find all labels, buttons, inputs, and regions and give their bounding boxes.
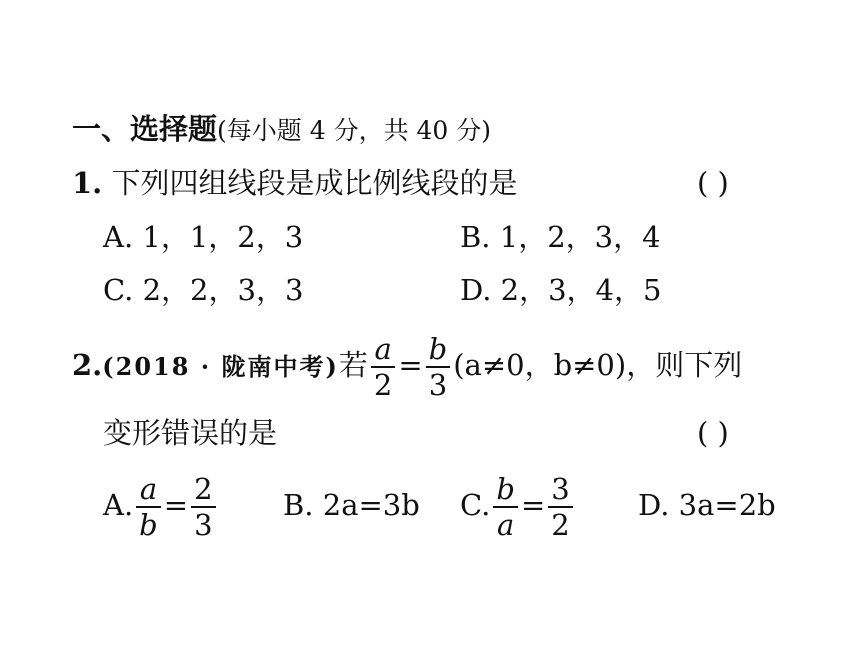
question-1-option-c[interactable]: [103, 273, 303, 307]
question-2-source: (2018 · 陇南中考): [102, 352, 339, 381]
fraction-numerator: 2: [191, 472, 215, 508]
option-label: D.: [460, 273, 492, 307]
fraction-denominator: a: [497, 508, 515, 542]
question-2-condition: (a≠0，b≠0)，则下列: [453, 348, 743, 382]
fraction-a-over-b: [136, 472, 161, 542]
option-text: 1，2，3，4: [499, 220, 661, 254]
fraction-2-over-3: [191, 472, 215, 542]
question-1-number: 1.: [72, 166, 103, 200]
option-label: A.: [103, 488, 134, 522]
option-text: 1，1，2，3: [142, 220, 304, 254]
question-2-stem-text: 变形错误的是: [103, 416, 278, 450]
fraction-numerator: b: [426, 332, 451, 368]
option-label: A.: [103, 220, 134, 254]
question-2-option-a[interactable]: [103, 465, 219, 545]
question-1-option-a[interactable]: [103, 220, 303, 254]
section-note: (每小题 4 分，共 40 分): [217, 116, 492, 145]
question-2-stem-line-2: [103, 416, 277, 450]
question-2-stem-pre: 若: [338, 348, 368, 382]
fraction-b-over-a: [493, 472, 518, 542]
fraction-denominator: 3: [428, 368, 448, 402]
option-label: B.: [460, 220, 491, 254]
question-2-option-c[interactable]: [460, 465, 576, 545]
equals-sign: =: [520, 488, 546, 522]
question-2-number: 2.: [72, 348, 103, 382]
option-label: B.: [283, 488, 314, 522]
fraction-3-over-2: [548, 472, 572, 542]
option-text: 3a=2b: [678, 488, 776, 522]
equals-sign: =: [163, 488, 189, 522]
option-text: 2，2，3，3: [142, 273, 304, 307]
fraction-numerator: 3: [548, 472, 572, 508]
question-1-answer-blank[interactable]: ( ): [697, 166, 729, 200]
fraction-b-over-3: [426, 332, 451, 402]
fraction-a-over-2: [371, 332, 395, 402]
option-text: 2，3，4，5: [500, 273, 662, 307]
fraction-numerator: a: [136, 472, 161, 508]
question-2-option-d[interactable]: [638, 488, 776, 522]
fraction-numerator: a: [371, 332, 395, 368]
fraction-denominator: 3: [194, 508, 213, 542]
fraction-denominator: 2: [551, 508, 570, 542]
question-2-answer-blank[interactable]: ( ): [697, 416, 729, 450]
section-title: 一、选择题: [72, 112, 218, 146]
option-text: 2a=3b: [322, 488, 420, 522]
option-label: C.: [460, 488, 491, 522]
fraction-denominator: b: [139, 508, 158, 542]
question-1-stem: [72, 166, 518, 200]
option-label: D.: [638, 488, 670, 522]
question-1-option-d[interactable]: [460, 273, 661, 307]
question-2-option-b[interactable]: [283, 488, 420, 522]
question-2-stem: [72, 325, 742, 407]
section-header: [72, 112, 491, 148]
question-1-option-b[interactable]: [460, 220, 661, 254]
fraction-denominator: 2: [373, 368, 393, 402]
question-1-text: 下列四组线段是成比例线段的是: [111, 166, 518, 200]
fraction-numerator: b: [493, 472, 518, 508]
equals-sign: =: [398, 348, 423, 382]
option-label: C.: [103, 273, 134, 307]
